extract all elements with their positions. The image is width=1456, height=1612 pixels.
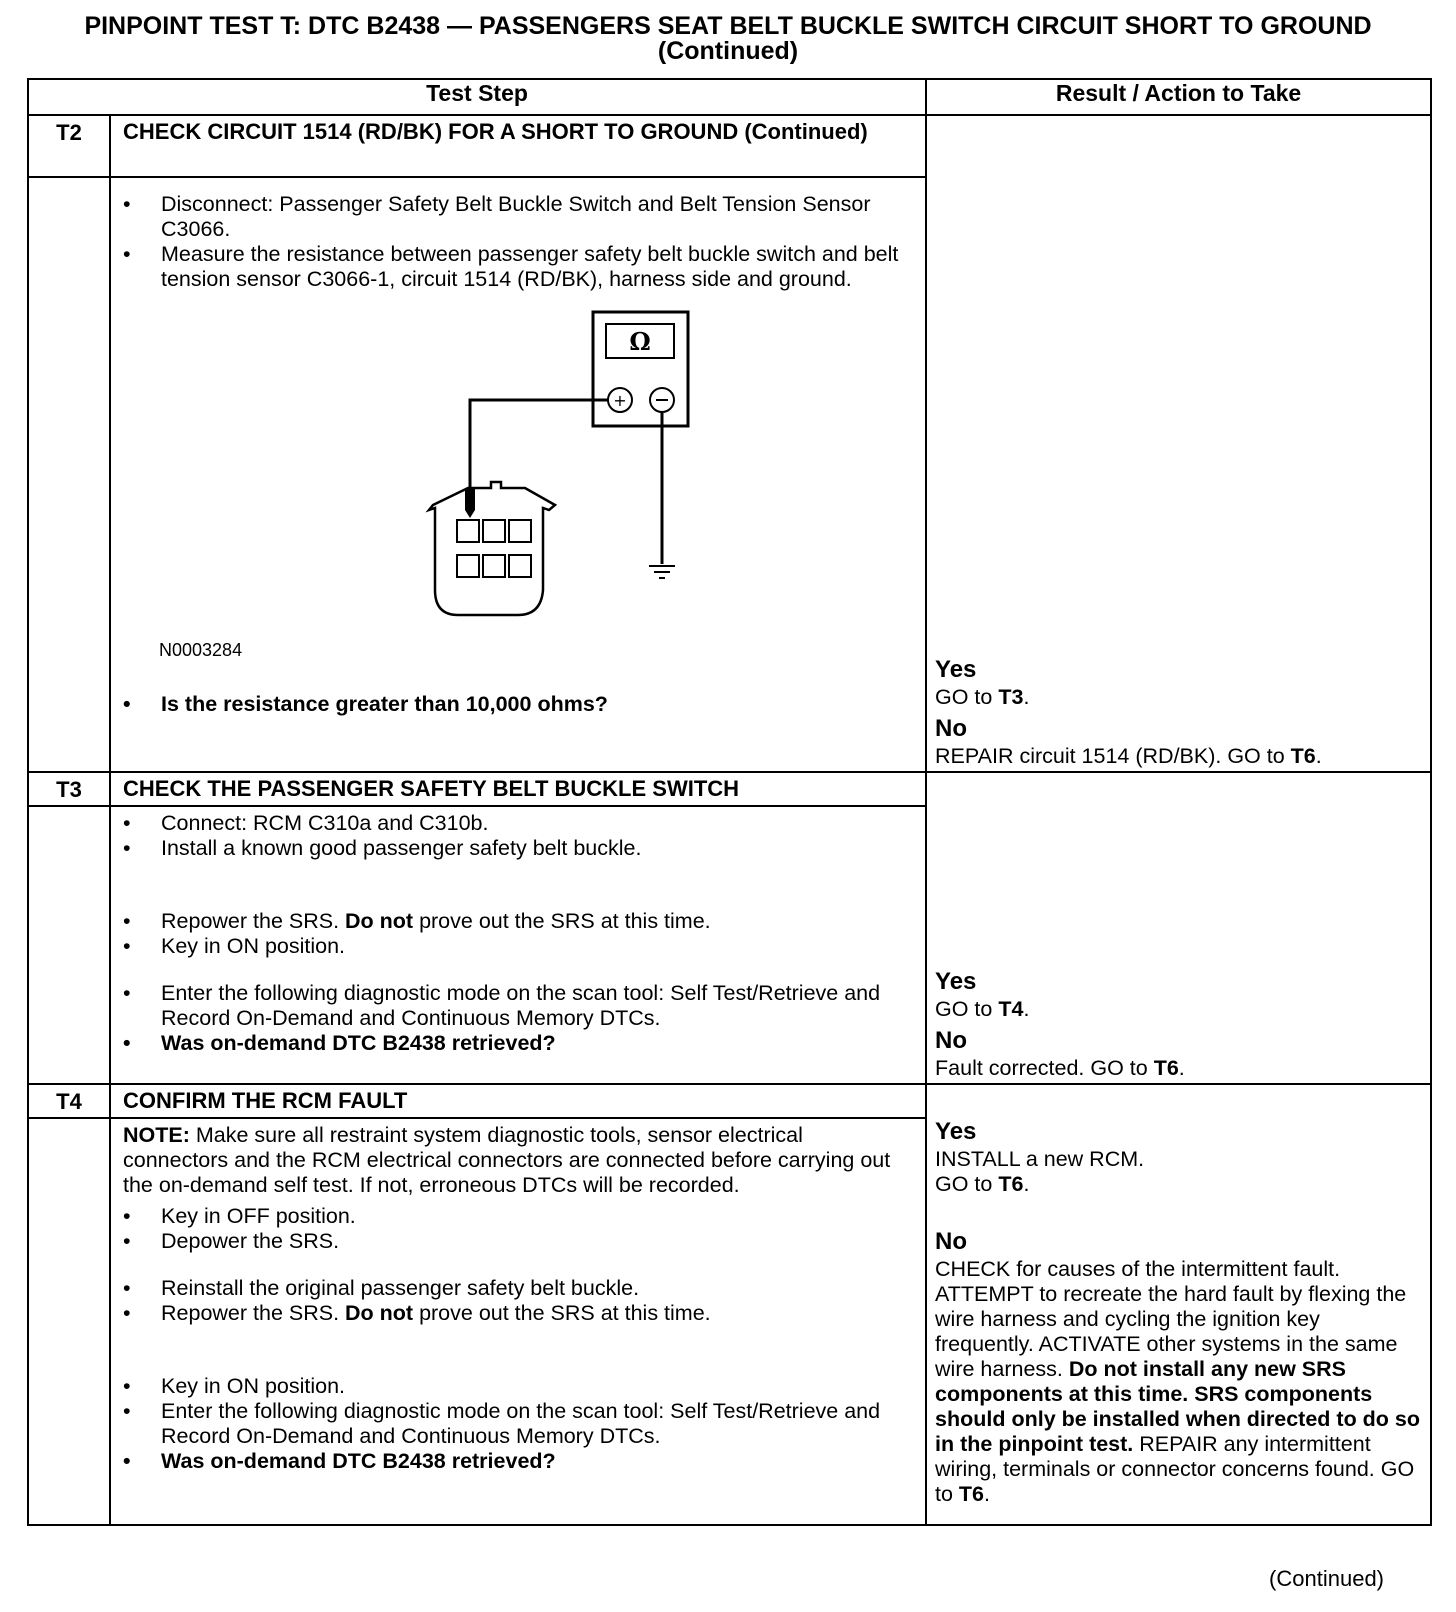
step-t2-title-row	[28, 115, 1431, 177]
result-t3	[926, 772, 1431, 1084]
t4-note: NOTE: Make sure all restraint system diagnostic tools, sensor electrical connectors and the RCM electrical connectors are connected before carrying out the on-demand self test. If not, erroneous DTCs will be recorded.	[123, 1123, 891, 1197]
step-ref-t6[interactable]: T6	[998, 1172, 1024, 1196]
t4-bullet-depower: • Depower the SRS.	[123, 1229, 913, 1254]
positive-lead	[470, 400, 608, 490]
table-header-row	[28, 79, 1431, 115]
ohm-symbol: Ω	[629, 327, 651, 356]
step-title-t3: CHECK THE PASSENGER SAFETY BELT BUCKLE SWITCH	[110, 772, 926, 806]
step-id-t2: T2	[28, 115, 110, 177]
result-t2	[926, 115, 1431, 772]
t4-question: • Was on-demand DTC B2438 retrieved?	[123, 1449, 913, 1474]
result-t2-no-action: REPAIR circuit 1514 (RD/BK). GO to T6.	[935, 744, 1322, 768]
step-ref-t6[interactable]: T6	[1153, 1056, 1179, 1080]
result-t4-yes-install: INSTALL a new RCM.	[935, 1147, 1145, 1171]
t3-bullet-key-on: • Key in ON position.	[123, 934, 913, 959]
step-body-t3	[110, 806, 926, 1084]
pin-cavity	[509, 520, 531, 542]
t4-bullet-key-on: • Key in ON position.	[123, 1374, 913, 1399]
t3-bullet-install: • Install a known good passenger safety belt buckle.	[123, 836, 913, 861]
t4-bullet-reinstall: • Reinstall the original passenger safety belt buckle.	[123, 1276, 913, 1301]
pin-cavity	[457, 520, 479, 542]
figure-id: N0003284	[159, 640, 243, 660]
result-t3-no-label: No	[935, 1027, 968, 1054]
result-t4-no-action: CHECK for causes of the intermittent fault. ATTEMPT to recreate the hard fault by flexing the wire harness and cycling the ignition key frequently. ACTIVATE other systems in the same wire harness. Do not install any new SRS components at this time. SRS components should only be installed when directed to do so in the pinpoint test. REPAIR any intermittent wiring, terminals or connector concerns found. GO to T6.	[935, 1257, 1421, 1506]
column-header-test-step: Test Step	[28, 79, 926, 115]
continued-footer: (Continued)	[1269, 1566, 1384, 1591]
step-id-t3: T3	[28, 772, 110, 806]
t3-bullet-connect: • Connect: RCM C310a and C310b.	[123, 811, 913, 836]
result-t4-no-label: No	[935, 1228, 968, 1255]
pin-cavity	[509, 555, 531, 577]
step-body-t4	[110, 1118, 926, 1525]
step-title-t2: CHECK CIRCUIT 1514 (RD/BK) FOR A SHORT TO GROUND (Continued)	[110, 115, 926, 177]
result-t2-yes-label: Yes	[935, 656, 977, 683]
step-title-t4: CONFIRM THE RCM FAULT	[110, 1084, 926, 1118]
step-ref-t3[interactable]: T3	[998, 685, 1024, 709]
result-t4-yes-label: Yes	[935, 1118, 977, 1145]
pin-cavity	[457, 555, 479, 577]
t2-question: • Is the resistance greater than 10,000 ohms?	[123, 692, 913, 717]
pin-cavity	[483, 520, 505, 542]
connector-c3066-icon	[429, 482, 555, 615]
step-id-t4: T4	[28, 1084, 110, 1118]
result-t3-yes-label: Yes	[935, 968, 977, 995]
ohmmeter-circuit-svg	[413, 310, 713, 630]
step-ref-t6[interactable]: T6	[958, 1482, 985, 1506]
step-ref-t4[interactable]: T4	[998, 997, 1024, 1021]
svg-text:+: +	[613, 391, 627, 410]
step-ref-t6[interactable]: T6	[1290, 744, 1316, 768]
t4-bullet-key-off: • Key in OFF position.	[123, 1204, 913, 1229]
column-header-result: Result / Action to Take	[926, 79, 1431, 115]
result-t3-yes-action: GO to T4.	[935, 997, 1030, 1021]
step-t4-title-row	[28, 1084, 1431, 1118]
t3-bullet-diagnostic-mode: • Enter the following diagnostic mode on the scan tool: Self Test/Retrieve and Record On-Demand and Continuous Memory DTCs.	[123, 981, 913, 1031]
step-body-t2	[110, 177, 926, 772]
step-t3-title-row	[28, 772, 1431, 806]
result-t3-no-action: Fault corrected. GO to T6.	[935, 1056, 1185, 1080]
pinpoint-test-table	[27, 78, 1432, 1526]
result-t4-yes-action: GO to T6.	[935, 1172, 1030, 1196]
t4-bullet-diagnostic-mode: • Enter the following diagnostic mode on the scan tool: Self Test/Retrieve and Record On-Demand and Continuous Memory DTCs.	[123, 1399, 913, 1449]
pin-cavity	[483, 555, 505, 577]
t2-bullet-measure: • Measure the resistance between passenger safety belt buckle switch and belt tension sensor C3066-1, circuit 1514 (RD/BK), harness side and ground.	[123, 242, 913, 292]
result-t2-no-label: No	[935, 715, 968, 742]
ohmmeter-diagram	[123, 292, 913, 692]
page-title: PINPOINT TEST T: DTC B2438 — PASSENGERS SEAT BELT BUCKLE SWITCH CIRCUIT SHORT TO GROUND (Continued)	[84, 12, 1372, 65]
result-t4	[926, 1084, 1431, 1525]
t3-bullet-repower: • Repower the SRS. Do not prove out the SRS at this time.	[123, 909, 913, 934]
t4-bullet-repower: • Repower the SRS. Do not prove out the SRS at this time.	[123, 1301, 913, 1326]
t2-bullet-disconnect: • Disconnect: Passenger Safety Belt Buckle Switch and Belt Tension Sensor C3066.	[123, 192, 913, 242]
result-t2-yes-action: GO to T3.	[935, 685, 1030, 709]
t3-question: • Was on-demand DTC B2438 retrieved?	[123, 1031, 913, 1056]
